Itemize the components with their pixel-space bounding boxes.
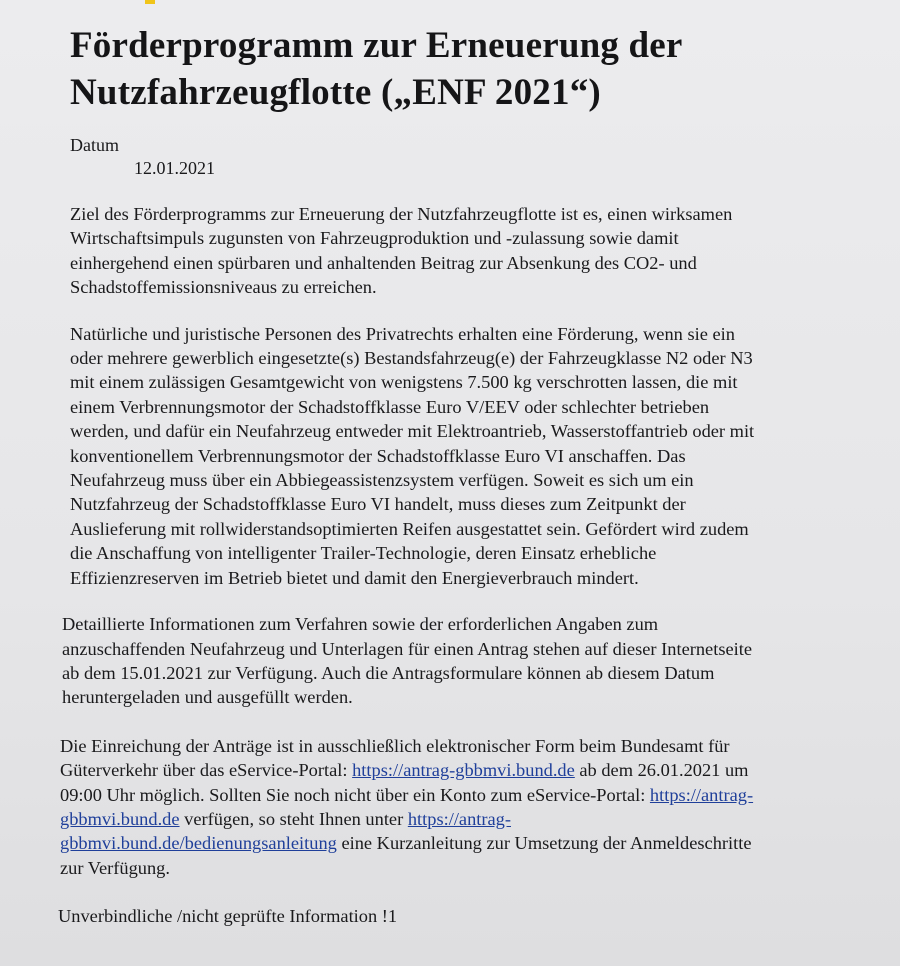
text-line: heruntergeladen und ausgefüllt werden. xyxy=(62,687,353,708)
title-line-2: Nutzfahrzeugflotte („ENF 2021“) xyxy=(70,72,601,113)
text-line: Ziel des Förderprogramms zur Erneuerung der Nutzfahrzeugflotte ist es, einen wirksamen xyxy=(70,204,733,224)
text-line: Wirtschaftsimpuls zugunsten von Fahrzeugproduktion und -zulassung sowie damit xyxy=(70,228,679,249)
title-line-1: Förderprogramm zur Erneuerung der xyxy=(70,25,683,66)
text-line xyxy=(60,807,888,831)
paragraph-goal xyxy=(70,202,888,300)
text-line: mit einem zulässigen Gesamtgewicht von wenigstens 7.500 kg verschrotten lassen, die mit xyxy=(70,372,738,393)
eservice-portal-link-2-cont[interactable]: gbbmvi.bund.de xyxy=(60,808,180,829)
date-value: 12.01.2021 xyxy=(134,158,215,178)
date-label: Datum xyxy=(70,135,119,155)
text-segment: verfügen, so steht Ihnen unter xyxy=(179,808,408,829)
text-line xyxy=(60,831,888,855)
document-body xyxy=(58,22,888,929)
document-title xyxy=(70,22,888,116)
text-line: Natürliche und juristische Personen des Privatrechts erhalten eine Förderung, wenn sie ein xyxy=(70,323,735,344)
text-line: einem Verbrennungsmotor der Schadstoffklasse Euro V/EEV oder schlechter betrieben xyxy=(70,396,710,417)
disclaimer: Unverbindliche /nicht geprüfte Information !1 xyxy=(58,906,398,927)
text-line: einhergehend einen spürbaren und anhaltenden Beitrag zur Absenkung des CO2- und xyxy=(70,252,697,273)
paragraph-details xyxy=(62,612,888,710)
text-line: Neufahrzeug muss über ein Abbiegeassistenzsystem verfügen. Soweit es sich um ein xyxy=(70,470,694,491)
text-line: Nutzfahrzeug der Schadstoffklasse Euro VI handelt, muss dieses zum Zeitpunkt der xyxy=(70,494,686,515)
manual-link-cont[interactable]: gbbmvi.bund.de/bedienungsanleitung xyxy=(60,833,337,854)
text-segment: eine Kurzanleitung zur Umsetzung der Anmeldeschritte xyxy=(336,833,752,854)
text-line: Die Einreichung der Anträge ist in ausschließlich elektronischer Form beim Bundesamt für xyxy=(60,735,730,756)
text-segment: ab dem 26.01.2021 um xyxy=(574,760,749,781)
eservice-portal-link-2[interactable]: https://antrag- xyxy=(649,784,754,805)
text-line xyxy=(60,758,888,782)
eservice-portal-link[interactable]: https://antrag-gbbmvi.bund.de xyxy=(352,760,575,781)
paragraph-eligibility xyxy=(70,322,888,590)
text-line: die Anschaffung von intelligenter Trailer-Technologie, deren Einsatz erhebliche xyxy=(70,543,657,564)
paragraph-submission xyxy=(60,734,888,880)
text-line: konventionellem Verbrennungsmotor der Schadstoffklasse Euro VI anschaffen. Das xyxy=(70,445,686,466)
text-line: oder mehrere gewerblich eingesetzte(s) Bestandsfahrzeug(e) der Fahrzeugklasse N2 oder N3 xyxy=(70,348,753,369)
text-line: anzuschaffenden Neufahrzeug und Unterlagen für einen Antrag stehen auf dieser Internetseite xyxy=(62,638,753,659)
text-line: Detaillierte Informationen zum Verfahren sowie der erforderlichen Angaben zum xyxy=(62,614,659,635)
text-segment: 09:00 Uhr möglich. Sollten Sie noch nicht über ein Konto zum eService-Portal: xyxy=(60,784,650,805)
text-line: ab dem 15.01.2021 zur Verfügung. Auch die Antragsformulare können ab diesem Datum xyxy=(62,662,715,683)
text-line: Schadstoffemissionsniveaus zu erreichen. xyxy=(70,277,377,298)
manual-link[interactable]: https://antrag- xyxy=(407,808,511,829)
text-line: zur Verfügung. xyxy=(60,857,170,878)
text-line: werden, und dafür ein Neufahrzeug entweder mit Elektroantrieb, Wasserstoffantrieb oder mit xyxy=(70,421,755,442)
yellow-clip-mark xyxy=(145,0,155,4)
text-line xyxy=(60,783,888,807)
text-line: Effizienzreserven im Betrieb bietet und damit den Energieverbrauch mindert. xyxy=(70,567,639,588)
text-segment: Güterverkehr über das eService-Portal: xyxy=(60,760,353,781)
text-line: Auslieferung mit rollwiderstandsoptimierten Reifen ausgestattet sein. Gefördert wird zudem xyxy=(70,518,749,539)
